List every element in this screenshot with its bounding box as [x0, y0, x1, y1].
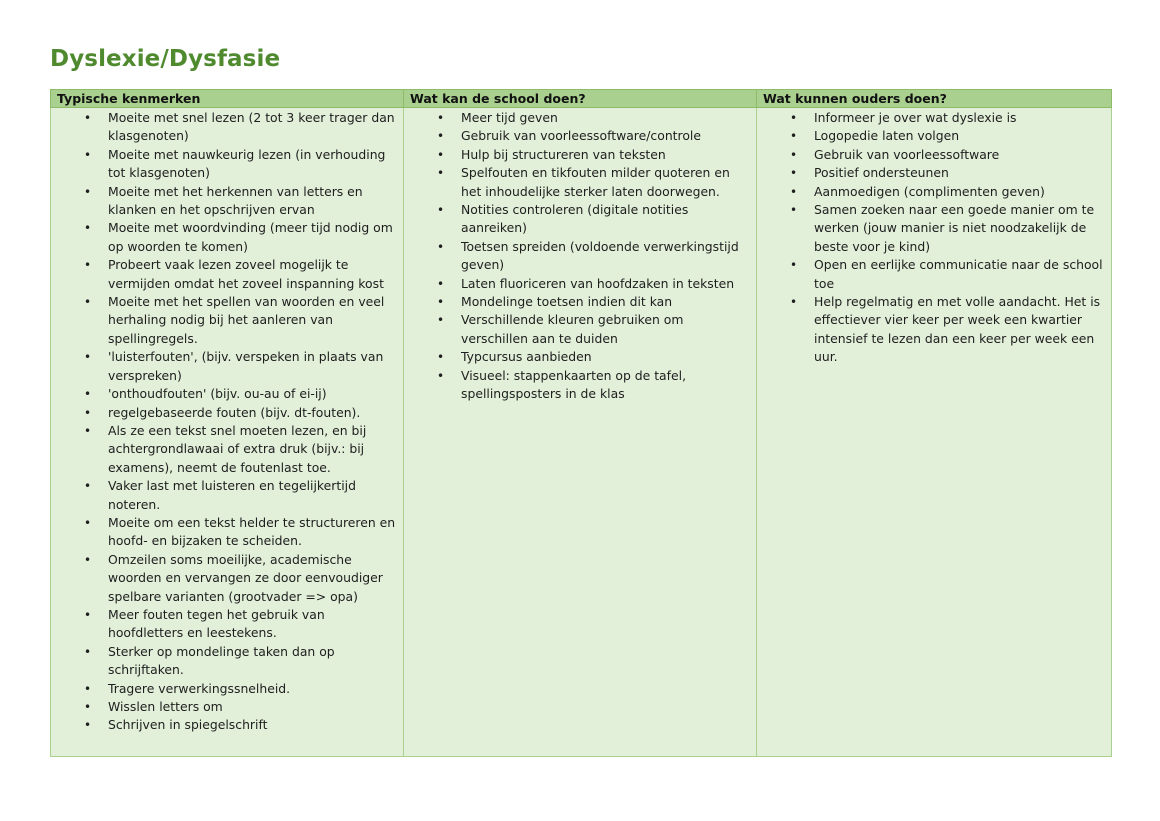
- list-item: • Informeer je over wat dyslexie is: [814, 109, 1107, 127]
- list-item: • Help regelmatig en met volle aandacht. Het is effectiever vier keer per week een kwartier intensief te lezen dan een keer per week een uur.: [814, 293, 1107, 367]
- list-item: • Als ze een tekst snel moeten lezen, en bij achtergrondlawaai of extra druk (bijv.: bij examens), neemt de foutenlast toe.: [108, 422, 399, 477]
- list-item: • Notities controleren (digitale notities aanreiken): [461, 201, 752, 238]
- list-item: • Meer fouten tegen het gebruik van hoofdletters en leestekens.: [108, 606, 399, 643]
- cell-typical-traits: [51, 108, 404, 757]
- list-item: • Visueel: stappenkaarten op de tafel, spellingsposters in de klas: [461, 367, 752, 404]
- cell-parent-actions: [757, 108, 1112, 757]
- list-item: • Meer tijd geven: [461, 109, 752, 127]
- traits-list: [55, 109, 399, 735]
- list-item: • Mondelinge toetsen indien dit kan: [461, 293, 752, 311]
- list-item: • Spelfouten en tikfouten milder quoteren en het inhoudelijke sterker laten doorwegen.: [461, 164, 752, 201]
- list-item: • regelgebaseerde fouten (bijv. dt-fouten).: [108, 404, 399, 422]
- list-item: • Schrijven in spiegelschrift: [108, 716, 399, 734]
- list-item: • Moeite met het herkennen van letters en klanken en het opschrijven ervan: [108, 183, 399, 220]
- info-table: [50, 89, 1112, 757]
- list-item: • Typcursus aanbieden: [461, 348, 752, 366]
- list-item: • Moeite met nauwkeurig lezen (in verhouding tot klasgenoten): [108, 146, 399, 183]
- list-item: • Probeert vaak lezen zoveel mogelijk te vermijden omdat het zoveel inspanning kost: [108, 256, 399, 293]
- list-item: • Vaker last met luisteren en tegelijkertijd noteren.: [108, 477, 399, 514]
- list-item: • Sterker op mondelinge taken dan op schrijftaken.: [108, 643, 399, 680]
- list-item: • 'luisterfouten', (bijv. verspeken in plaats van verspreken): [108, 348, 399, 385]
- table-row: [51, 108, 1112, 757]
- list-item: • Moeite om een tekst helder te structureren en hoofd- en bijzaken te scheiden.: [108, 514, 399, 551]
- header-parent-actions: Wat kunnen ouders doen?: [757, 90, 1112, 108]
- parent-actions-list: [761, 109, 1107, 367]
- list-item: • Samen zoeken naar een goede manier om te werken (jouw manier is niet noodzakelijk de beste voor je kind): [814, 201, 1107, 256]
- list-item: • Moeite met woordvinding (meer tijd nodig om op woorden te komen): [108, 219, 399, 256]
- school-actions-list: [408, 109, 752, 404]
- list-item: • Laten fluoriceren van hoofdzaken in teksten: [461, 275, 752, 293]
- list-item: • Toetsen spreiden (voldoende verwerkingstijd geven): [461, 238, 752, 275]
- list-item: • Verschillende kleuren gebruiken om verschillen aan te duiden: [461, 311, 752, 348]
- list-item: • Hulp bij structureren van teksten: [461, 146, 752, 164]
- list-item: • Moeite met het spellen van woorden en veel herhaling nodig bij het aanleren van spellingregels.: [108, 293, 399, 348]
- list-item: • Wisslen letters om: [108, 698, 399, 716]
- list-item: • Aanmoedigen (complimenten geven): [814, 183, 1107, 201]
- header-school-actions: Wat kan de school doen?: [404, 90, 757, 108]
- list-item: • Gebruik van voorleessoftware/controle: [461, 127, 752, 145]
- list-item: • Omzeilen soms moeilijke, academische woorden en vervangen ze door eenvoudiger spelbare varianten (grootvader => opa): [108, 551, 399, 606]
- cell-school-actions: [404, 108, 757, 757]
- list-item: • 'onthoudfouten' (bijv. ou-au of ei-ij): [108, 385, 399, 403]
- list-item: • Gebruik van voorleessoftware: [814, 146, 1107, 164]
- list-item: • Tragere verwerkingssnelheid.: [108, 680, 399, 698]
- list-item: • Positief ondersteunen: [814, 164, 1107, 182]
- list-item: • Moeite met snel lezen (2 tot 3 keer trager dan klasgenoten): [108, 109, 399, 146]
- list-item: • Open en eerlijke communicatie naar de school toe: [814, 256, 1107, 293]
- page-title: Dyslexie/Dysfasie: [50, 46, 281, 72]
- header-typical-traits: Typische kenmerken: [51, 90, 404, 108]
- table-header-row: [51, 90, 1112, 108]
- list-item: • Logopedie laten volgen: [814, 127, 1107, 145]
